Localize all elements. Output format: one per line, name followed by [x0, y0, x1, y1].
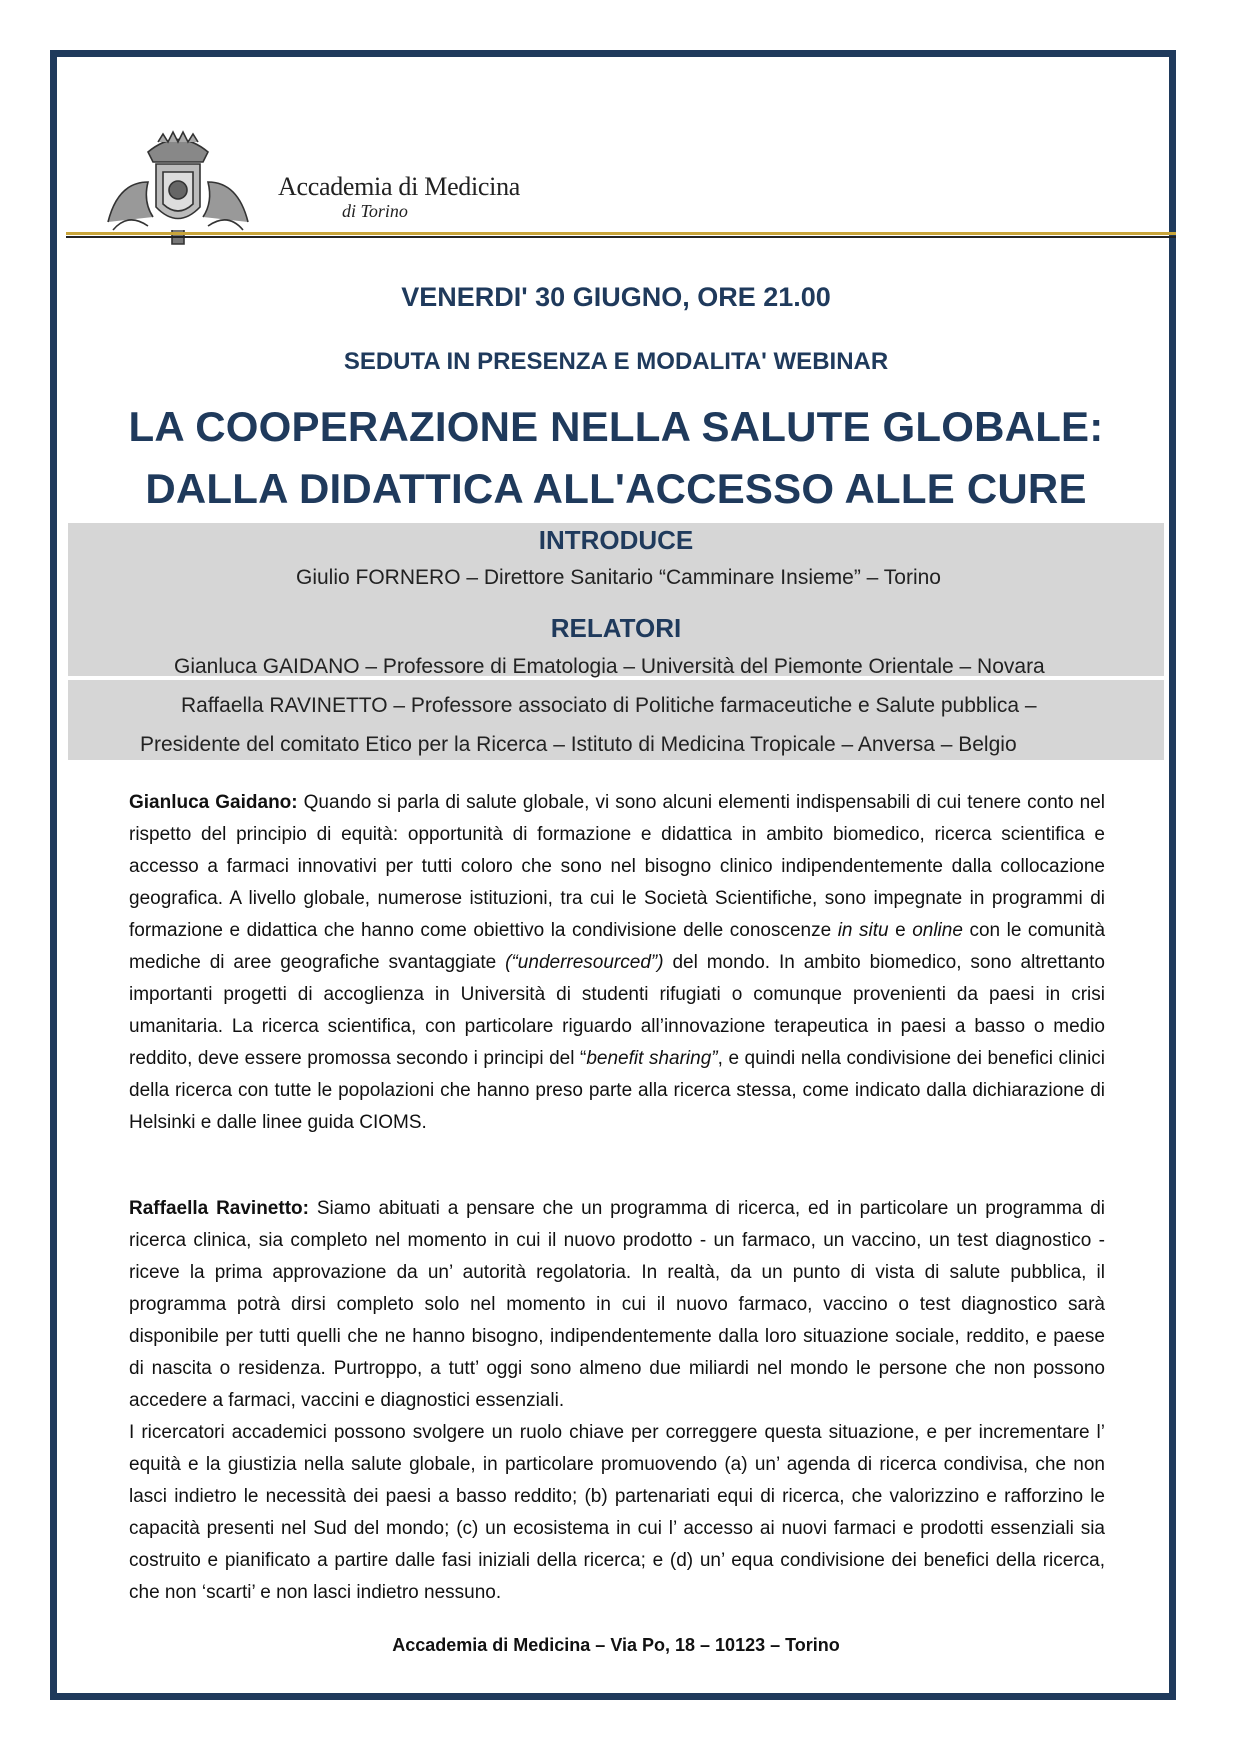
abstract-gaidano-text-b: e: [888, 920, 913, 941]
gold-rule: [66, 232, 1176, 235]
abstract-gaidano-em1: in situ: [837, 920, 889, 941]
abstract-gaidano: [129, 787, 1105, 1139]
event-title-line1: LA COOPERAZIONE NELLA SALUTE GLOBALE:: [128, 403, 1104, 450]
dark-rule: [66, 236, 1176, 238]
relatori-heading: RELATORI: [550, 613, 682, 643]
event-date: VENERDI' 30 GIUGNO, ORE 21.00: [401, 282, 831, 312]
abstract-ravinetto-text2: I ricercatori accademici possono svolgere un ruolo chiave per correggere questa situazione, e per incrementare l’ equità e la giustizia nella salute globale, in particolare promuovendo (a) un’ agenda di ricerca condivisa, che non lasci indietro le necessità dei paesi a basso reddito; (b) partenariati equi di ricerca, che valorizzino e rafforzino le capacità presenti nel Sud del mondo; (c) un ecosistema in cui l’ accesso ai nuovi farmaci e prodotti essenziali sia costruito e pianificato a partire dalle fasi iniziali della ricerca; e (d) un’ equa condivisione dei benefici della ricerca, che non ‘scarti’ e non lasci indietro nessuno.: [129, 1422, 1105, 1603]
footer-address: Accademia di Medicina – Via Po, 18 – 10123 – Torino: [392, 1635, 840, 1655]
academy-brand: [278, 174, 520, 220]
abstract-gaidano-text-d: del mondo. In ambito biomedico, sono altrettanto importanti progetti di accoglienza in Università di studenti rifugiati o comunque provenienti da paesi in crisi umanitaria. La ricerca scientifica, con particolare riguardo all’innovazione terapeutica in paesi a basso o medio reddito, deve essere promossa secondo i principi del “: [129, 952, 1105, 1069]
abstract-ravinetto: [129, 1193, 1105, 1417]
speaker-ravinetto-line1: Raffaella RAVINETTO – Professore associato di Politiche farmaceutiche e Salute pubblica –: [181, 694, 1037, 717]
event-title-line2: DALLA DIDATTICA ALL'ACCESSO ALLE CURE: [145, 465, 1087, 512]
abstract-gaidano-em4: benefit sharing”: [586, 1048, 718, 1069]
introduce-heading: INTRODUCE: [538, 525, 694, 555]
abstract-gaidano-text-a: Quando si parla di salute globale, vi sono alcuni elementi indispensabili di cui tenere conto nel rispetto del principio di equità: opportunità di formazione e didattica in ambito biomedico, ricerca scientifica e accesso a farmaci innovativi per tutti coloro che sono nel bisogno clinico indipendentemente dalla collocazione geografica. A livello globale, numerose istituzioni, tra cui le Società Scientifiche, sono impegnate in programmi di formazione e didattica che hanno come obiettivo la condivisione delle conoscenze: [129, 792, 1105, 941]
abstract-gaidano-text-e: , e quindi nella condivisione dei benefici clinici della ricerca con tutte le popolazioni che hanno preso parte alla ricerca stessa, come indicato dalla dichiarazione di Helsinki e dalle linee guida CIOMS.: [129, 1048, 1106, 1133]
abstract-ravinetto-text: Siamo abituati a pensare che un programma di ricerca, ed in particolare un programma di ricerca clinica, sia completo nel momento in cui il nuovo prodotto - un farmaco, un vaccino, un test diagnostico - riceve la prima approvazione da un’ autorità regolatoria. In realtà, da un punto di vista di salute pubblica, il programma potrà dirsi completo solo nel momento in cui il nuovo farmaco, vaccino o test diagnostico sarà disponibile per tutti quelli che ne hanno bisogno, indipendentemente dalla loro situazione sociale, reddito, e paese di nascita o residenza. Purtroppo, a tutt’ oggi sono almeno due miliardi nel mondo le persone che non possono accedere a farmaci, vaccini e diagnostici essenziali.: [129, 1198, 1106, 1411]
brand-line1: Accademia di Medicina: [278, 172, 521, 201]
abstract-gaidano-em3: (“underresourced”): [505, 952, 664, 973]
speaker-gaidano: Gianluca GAIDANO – Professore di Ematologia – Università del Piemonte Orientale – Novara: [174, 655, 1045, 678]
abstract-gaidano-name: Gianluca Gaidano:: [129, 792, 298, 813]
event-mode: SEDUTA IN PRESENZA E MODALITA' WEBINAR: [343, 348, 889, 375]
abstract-gaidano-text-c: con le comunità mediche di aree geografiche svantaggiate: [129, 920, 1106, 973]
abstract-ravinetto-name: Raffaella Ravinetto:: [129, 1198, 309, 1219]
introducer: Giulio FORNERO – Direttore Sanitario “Camminare Insieme” – Torino: [296, 566, 941, 589]
speaker-ravinetto-line2: Presidente del comitato Etico per la Ricerca – Istituto di Medicina Tropicale – Anversa – Belgio: [140, 733, 1017, 756]
abstract-gaidano-em2: online: [912, 920, 963, 941]
brand-line2: di Torino: [342, 201, 408, 221]
academy-crest-logo: [88, 122, 268, 247]
abstract-ravinetto-cont: [129, 1417, 1105, 1609]
